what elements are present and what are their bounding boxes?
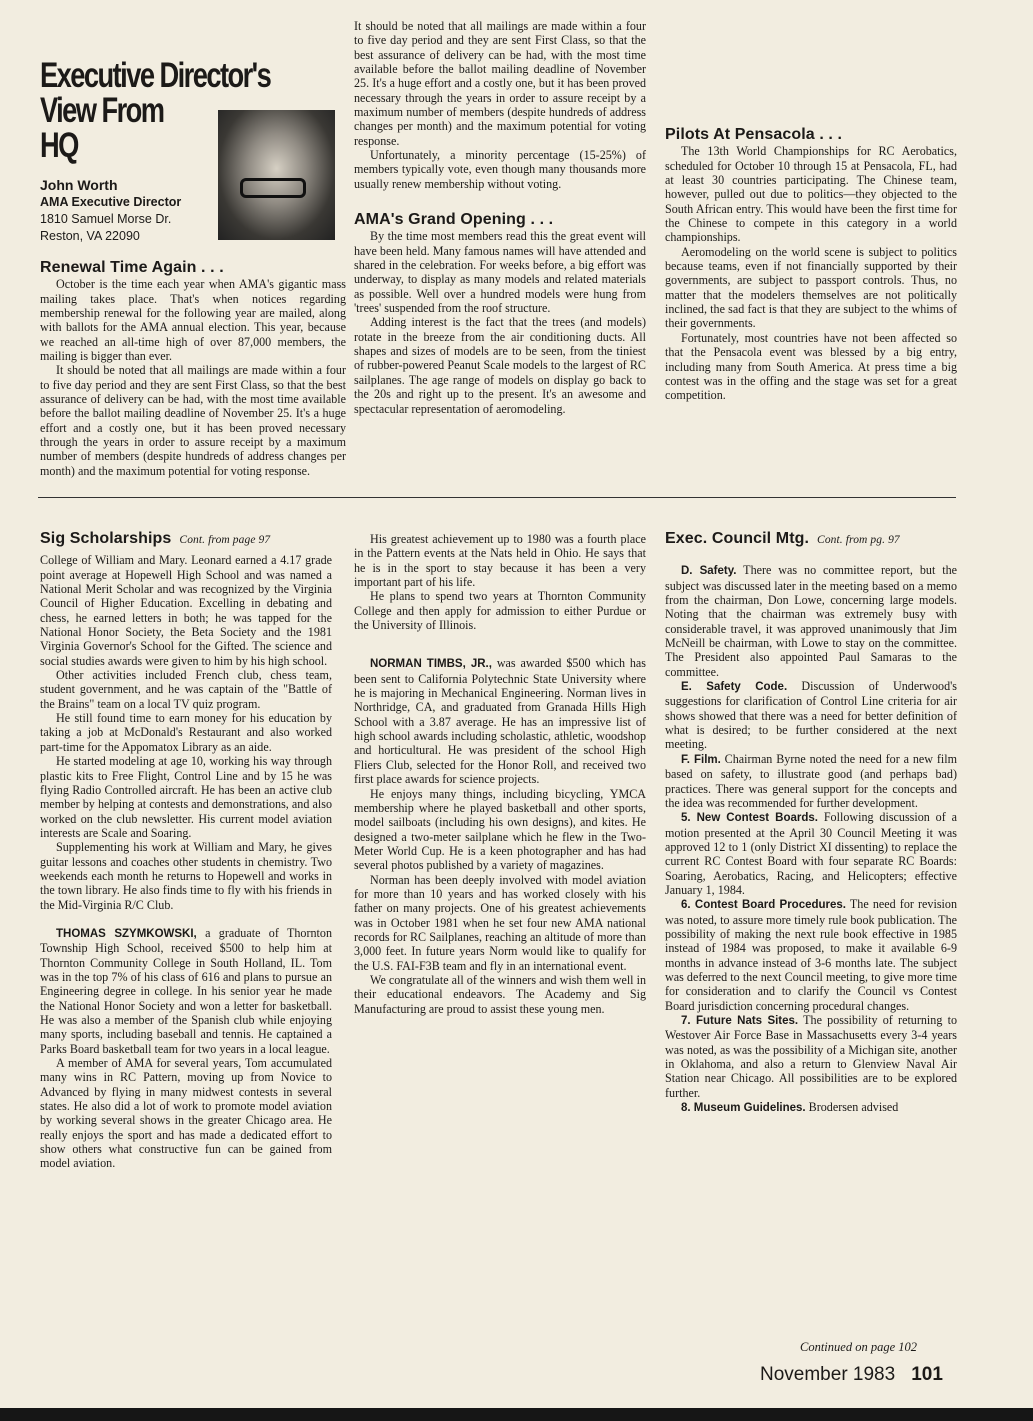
council-item <box>665 679 957 752</box>
spacer <box>665 62 957 106</box>
section-heading: Pilots At Pensacola . . . <box>665 126 843 143</box>
section-heading: AMA's Grand Opening . . . <box>354 211 554 229</box>
council-item <box>665 1100 957 1115</box>
paragraph: By the time most members read this the great event will have been held. Many famous names will have attended and shared in the celebration. For weeks before, a big effort was underway, to display as many models and related materials as possible. Well over a hundred models were hung from 'trees' suspended from the roof structure. <box>354 229 646 316</box>
paragraph <box>354 656 646 786</box>
author-role: AMA Executive Director <box>40 195 182 209</box>
paragraph: Aeromodeling on the world scene is subject to politics because teams, even if not financially supported by their governments, are subject to passport controls. Thus, no matter that the modelers themselves are not politically inclined, the sad fact is that they are subject to the whims of their governments. <box>665 244 957 331</box>
byline <box>40 177 181 245</box>
paragraph: It should be noted that all mailings are made within a four to five day period and they are sent First Class, so that the best assurance of delivery can be had, with the most time available before the ballot mailing deadline of November 25. It's a huge effort and a costly one, but it has been proved necessary through the years in order to assure receipt by a maximum number of members (despite hundreds of address changes per month) and the maximum potential for voting response. <box>40 363 346 478</box>
author-photo <box>218 110 335 240</box>
item-text: Following discussion of a motion presented at the April 30 Council Meeting it was approved 12 to 1 (only District XI dissenting) to replace the current RC Contest Board with four separate RC Boards: Soaring, Aerobatics, Racing, and Helicopters; effective January 1, 1984. <box>665 810 957 897</box>
paragraph: The 13th World Championships for RC Aerobatics, scheduled for October 10 through 15 at Pensacola, FL, had at least 30 countries participating. The Chinese team, however, pulled out due to politics—they objected to the South African entry. This would have been the first time for the Chinese to compete in this category in a world championships. <box>665 144 957 245</box>
paragraph: Fortunately, most countries have not been affected so that the Pensacola event was blessed by a big entry, including many from South America. At press time a big contest was in the offing and the stage was set for a great competition. <box>665 330 957 403</box>
section-heading: Renewal Time Again . . . <box>40 259 224 276</box>
paragraph: Unfortunately, a minority percentage (15-25%) of members typically vote, even though many thousands more usually renew membership without voting. <box>354 148 646 191</box>
item-lead: F. Film. <box>681 753 721 766</box>
item-text: Chairman Byrne noted the need for a new film based on safety, to illustrate good (and perhaps bad) practices. There was general support for the concepts and the idea was recommended for further development. <box>665 751 957 810</box>
column-bottom-1 <box>40 532 332 1171</box>
name-lead: THOMAS SZYMKOWSKI, <box>56 927 197 940</box>
column-top-3 <box>665 62 957 403</box>
continued-from: Cont. from pg. 97 <box>817 534 900 546</box>
item-lead: 7. Future Nats Sites. <box>681 1015 799 1027</box>
heading-text: Sig Scholarships <box>40 530 172 547</box>
council-item <box>665 563 957 679</box>
item-text: The need for revision was noted, to assure more timely rule book publication. The possibility of making the next rule book effective in 1985 instead of 1984 was proposed, to make it available 6-9 months in advance instead of 3-6 months late. The subject was deferred to the next Council meeting, to give more time for consideration and to clarify the Council vs Contest Board jurisdiction concerning procedural changes. <box>665 897 957 1013</box>
issue-date: November 1983 <box>760 1364 896 1385</box>
heading-text: Exec. Council Mtg. <box>665 530 810 547</box>
spacer <box>665 549 957 563</box>
paragraph-text: It should be noted that all mailings are made within a four to five day period and they are sent First Class, so that the best assurance of delivery can be had, with the most time available before the ballot mailing deadline of November 25. It's a huge effort and a costly one, but it has been proved necessary through the years in order to assure receipt by a maximum number of members (despite hundreds of address changes per month) and the maximum potential for voting response. <box>354 18 646 148</box>
author-name: John Worth <box>40 177 118 193</box>
paragraph-text: a graduate of Thornton Township High School, received $500 to help him at Thornton Community College in South Holland, IL. Tom was in the top 7% of his class of 616 and plans to pursue an Engineering degree in college. In his senior year he made the National Honor Society and won a letter for basketball. He was also a member of the Spanish club while enjoying many sports, including baseball and tennis. He captained a Parks Board basketball team for two years in a local league. <box>40 925 332 1056</box>
paragraph-text: was awarded $500 which has been sent to California Polytechnic State University where he is majoring in Mechanical Engineering. Norman lives in Northridge, CA, and graduated from Granada Hills High School with a 3.87 average. He has an impressive list of high school awards including scholastic, athletic, woodshop and horticultural. He was president of the school High Fliers Club, selected for the Honor Roll, and received two first place awards for science projects. <box>354 656 647 787</box>
item-lead: E. Safety Code. <box>681 681 788 694</box>
item-text: The possibility of returning to Westover Air Force Base in Massachusetts every 3-4 years was noted, as was the possibility of a Michigan site, another in Oklahoma, and also a return to Glenview Naval Air Station near Chicago. All possibilities are to be explored further. <box>665 1013 958 1100</box>
paragraph: He still found time to earn money for his education by taking a job at McDonald's Restaurant and also worked part-time for the Appomatox Library as an aide. <box>40 711 332 754</box>
item-lead: 6. Contest Board Procedures. <box>681 899 846 912</box>
paragraph: He started modeling at age 10, working his way through plastic kits to Free Flight, Control Line and by 15 he was flying Radio Controlled aircraft. He has been an active club member by helping at contests and demonstrations, and also worked on the club newsletter. His current model aviation interests are Scale and Soaring. <box>40 754 332 840</box>
council-item <box>665 752 957 810</box>
title-line: Executive Director's <box>40 56 271 95</box>
paragraph: We congratulate all of the winners and wish them well in their educational endeavors. The Academy and Sig Manufacturing are proud to assist these young men. <box>354 972 646 1016</box>
paragraph: Other activities included French club, chess team, student government, and he was captain of the "Battle of the Brains" team on a local TV quiz program. <box>40 668 332 711</box>
council-item <box>665 1013 957 1100</box>
paragraph <box>40 926 332 1056</box>
title-line: View From <box>40 91 164 130</box>
paragraph: Norman has been deeply involved with model aviation for more than 10 years and has worked closely with his father on many projects. One of his greatest achievements was in October 1981 when he set four new AMA national records for RC Sailplanes, reaching an altitude of more than 3,000 feet. In future years Norm would like to qualify for the U.S. FAI-F3B team and fly in an international event. <box>354 872 646 973</box>
council-item <box>665 897 957 1013</box>
paragraph: College of William and Mary. Leonard earned a 4.17 grade point average at Hopewell High School and was named a National Merit Scholar and was recognized by the Virginia Council of Higher Education. Excelling in debating and chess, he earned letters in both; he was tapped for the National Honor Society, the Beta Society and the 1981 Virginia Governor's School for the Gifted. The science and social studies awards were given to him by his high school. <box>40 553 332 668</box>
item-text: There was no committee report, but the subject was discussed later in the meeting based on a memo from the chairman, Don Lowe, concerning large models. Noting that the chairman was extremely busy with considerable travel, it was approved unanimously that Jim McNeill be chairman, with Lowe to stay on the committee. The President also appointed Paul Samaras to the committee. <box>665 563 958 679</box>
item-lead: 5. New Contest Boards. <box>681 812 818 825</box>
item-lead: 8. Museum Guidelines. <box>681 1102 806 1115</box>
paragraph: A member of AMA for several years, Tom accumulated many wins in RC Pattern, moving up from Novice to Advanced by flying in many midwest contests in several states. He also did a lot of work to promote model aviation by working several shows in the greater Chicago area. He really enjoys the sport and has made a dedicated effort to show others what constructive fun can be gained from model aviation. <box>40 1056 332 1171</box>
title-line: HQ <box>40 126 78 165</box>
section-heading <box>665 532 957 547</box>
continued-on-note: Continued on page 102 <box>800 1340 918 1354</box>
page-number: 101 <box>911 1364 943 1385</box>
address-line: 1810 Samuel Morse Dr. <box>40 212 172 226</box>
name-lead: NORMAN TIMBS, JR., <box>370 658 492 671</box>
column-top-1 <box>40 259 346 478</box>
column-top-2 <box>354 18 646 416</box>
item-text: Discussion of Underwood's suggestions for clarification of Control Line criteria for air shows showed that there was a need for better definition of what is desired; to be further considered at the next meeting. <box>665 679 958 752</box>
paragraph: Supplementing his work at William and Mary, he gives guitar lessons and coaches other students in chemistry. Two weekends each month he returns to Hopewell and works in the town library. He also finds time to fly with his friends in the Mid-Virginia R/C Club. <box>40 840 332 912</box>
scan-edge <box>0 1408 1033 1421</box>
glasses-shape <box>240 178 306 198</box>
column-bottom-3 <box>665 532 957 1115</box>
paragraph-continued <box>354 18 646 148</box>
section-divider <box>38 497 956 498</box>
item-lead: D. Safety. <box>681 565 737 578</box>
continued-from: Cont. from page 97 <box>179 534 271 546</box>
page-footer <box>760 1364 943 1386</box>
paragraph: October is the time each year when AMA's gigantic mass mailing takes place. That's when notices regarding membership renewal for the following year are mailed, along with ballots for the AMA annual election. This year, because we reached an all-time high of over 87,000 members, the mailing is bigger than ever. <box>40 277 346 364</box>
item-text: Brodersen advised <box>805 1100 899 1115</box>
paragraph: He plans to spend two years at Thornton Community College and then apply for admission to either Purdue or the University of Illinois. <box>354 589 646 633</box>
paragraph: His greatest achievement up to 1980 was a fourth place in the Pattern events at the Nats held in Ohio. He says that he is in the sport to stay because it has been a very important part of his life. <box>354 532 646 590</box>
paragraph: He enjoys many things, including bicycling, YMCA membership where he played basketball and other sports, model sailboats (including his own designs), and kites. He designed a two-meter sailplane which he flew in the Two-Meter World Cup. He is a keen photographer and has had several photos published by a variety of magazines. <box>354 786 646 873</box>
address-line: Reston, VA 22090 <box>40 229 140 243</box>
column-bottom-2 <box>354 532 646 1016</box>
paragraph: Adding interest is the fact that the trees (and models) rotate in the breeze from the air conditioning ducts. All shapes and sizes of models are to be seen, from the tiniest of rubber-powered Peanut Scale models to the largest of RC sailplanes. The age range of models on display go back to the 20s and right up to the present. It's an awesome and spectacular representation of aeromodeling. <box>354 315 646 416</box>
section-heading <box>40 532 332 547</box>
council-item <box>665 810 957 897</box>
